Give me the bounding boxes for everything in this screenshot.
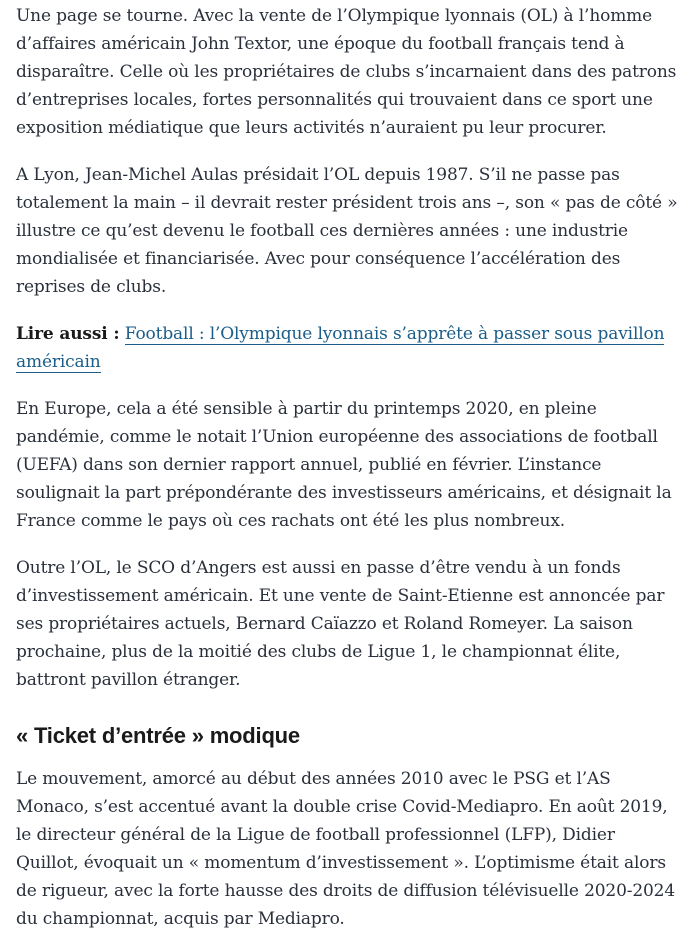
article-paragraph: Outre l’OL, le SCO d’Angers est aussi en passe d’être vendu à un fonds d’investissement américain. Et une vente de Saint-Etienne est annoncée par ses propriétaires actuels, Bernard Caïazzo et Roland Romeyer. La saison prochaine, plus de la moitié des clubs de Ligue 1, le championnat élite, battront pavillon étranger.	[16, 558, 665, 690]
article-paragraph: Le mouvement, amorcé au début des années 2010 avec le PSG et l’AS Monaco, s’est accentué avant la double crise Covid-Mediapro. En août 2019, le directeur général de la Ligue de football professionnel (LFP), Didier Quillot, évoquait un « momentum d’investissement ». L’optimisme était alors de rigueur, avec la forte hausse des droits de diffusion télévisuelle 2020-2024 du championnat, acquis par Mediapro.	[16, 769, 675, 929]
read-also-block	[16, 320, 680, 376]
article-body	[16, 2, 680, 952]
section-heading: « Ticket d’entrée » modique	[16, 723, 300, 748]
article-paragraph: A Lyon, Jean-Michel Aulas présidait l’OL depuis 1987. S’il ne passe pas totalement la main – il devrait rester président trois ans –, son « pas de côté » illustre ce qu’est devenu le football ces dernières années : une industrie mondialisée et financiarisée. Avec pour conséquence l’accélération des reprises de clubs.	[16, 165, 678, 297]
read-also-link[interactable]: Football : l’Olympique lyonnais s’apprête à passer sous pavillon américain	[16, 324, 665, 372]
article-paragraph: Une page se tourne. Avec la vente de l’Olympique lyonnais (OL) à l’homme d’affaires américain John Textor, une époque du football français tend à disparaître. Celle où les propriétaires de clubs s’incarnaient dans des patrons d’entreprises locales, fortes personnalités qui trouvaient dans ce sport une exposition médiatique que leurs activités n’auraient pu leur procurer.	[16, 6, 677, 138]
article-paragraph: En Europe, cela a été sensible à partir du printemps 2020, en pleine pandémie, comme le notait l’Union européenne des associations de football (UEFA) dans son dernier rapport annuel, publié en février. L’instance soulignait la part prépondérante des investisseurs américains, et désignait la France comme le pays où ces rachats ont été les plus nombreux.	[16, 399, 672, 531]
read-also-label: Lire aussi :	[16, 324, 120, 344]
